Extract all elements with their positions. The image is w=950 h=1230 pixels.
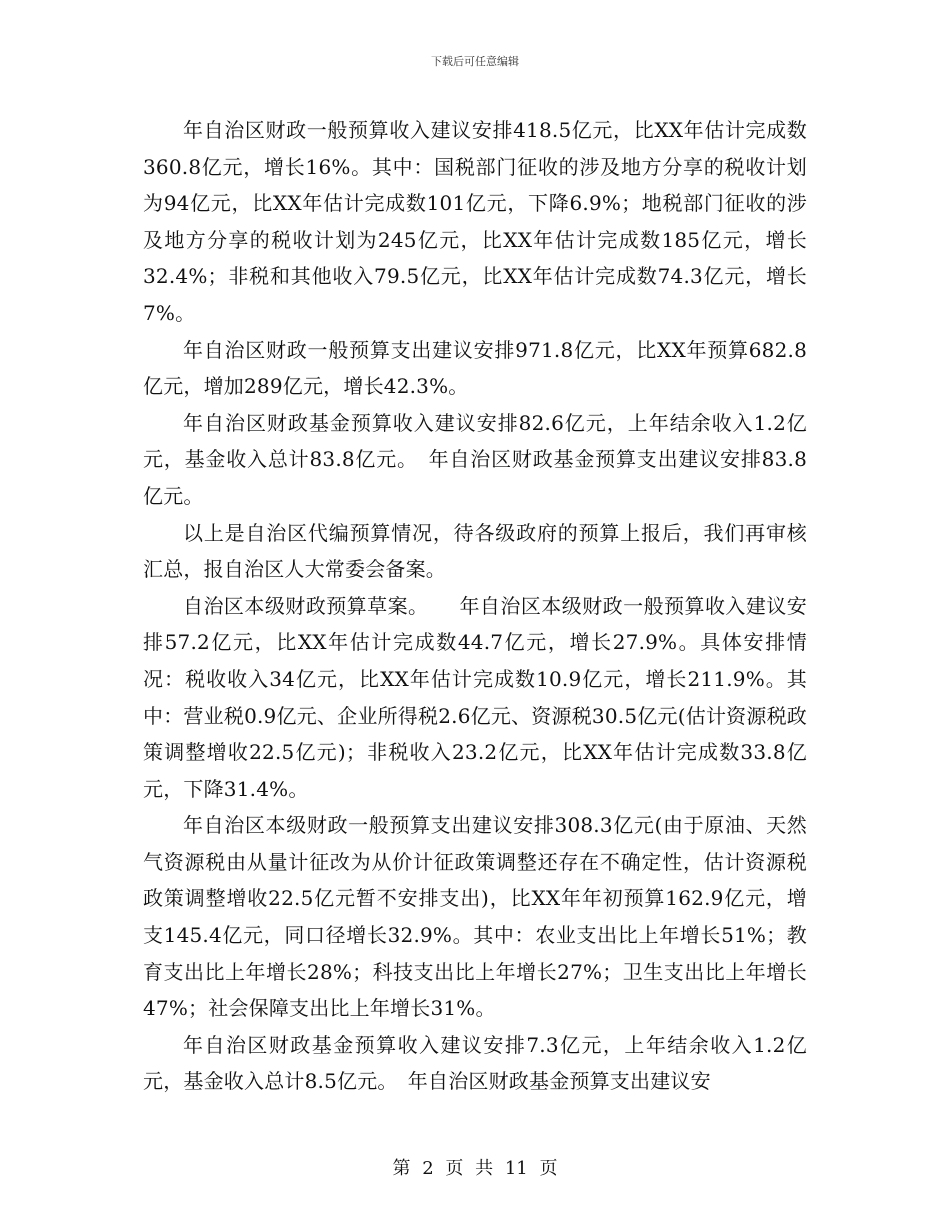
paragraph-5: 自治区本级财政预算草案。 年自治区本级财政一般预算收入建议安排57.2亿元，比XX年估计完成数44.7亿元，增长27.9%。具体安排情况：税收收入34亿元，比XX年估计完成数10.9亿元，增长211.9%。其中：营业税0.9亿元、企业所得税2.6亿元、资源税30.5亿元(估计资源税政策调整增收22.5亿元)；非税收入23.2亿元，比XX年估计完成数33.8亿元，下降31.4%。 xyxy=(143,593,807,801)
page-header: 下载后可任意编辑 xyxy=(431,55,519,68)
paragraph-3: 年自治区财政基金预算收入建议安排82.6亿元，上年结余收入1.2亿元，基金收入总计83.8亿元。 年自治区财政基金预算支出建议安排83.8亿元。 xyxy=(143,410,807,508)
paragraph-6: 年自治区本级财政一般预算支出建议安排308.3亿元(由于原油、天然气资源税由从量计征改为从价计征政策调整还存在不确定性，估计资源税政策调整增收22.5亿元暂不安排支出)，比XX年年初预算162.9亿元，增支145.4亿元，同口径增长32.9%。其中：农业支出比上年增长51%；教育支出比上年增长28%；科技支出比上年增长27%；卫生支出比上年增长47%；社会保障支出比上年增长31%。 xyxy=(143,813,807,1021)
document-body xyxy=(143,112,807,1100)
paragraph-1: 年自治区财政一般预算收入建议安排418.5亿元，比XX年估计完成数360.8亿元，增长16%。其中：国税部门征收的涉及地方分享的税收计划为94亿元，比XX年估计完成数101亿元，下降6.9%；地税部门征收的涉及地方分享的税收计划为245亿元，比XX年估计完成数185亿元，增长32.4%；非税和其他收入79.5亿元，比XX年估计完成数74.3亿元，增长7%。 xyxy=(143,118,807,325)
paragraph-4: 以上是自治区代编预算情况，待各级政府的预算上报后，我们再审核汇总，报自治区人大常委会备案。 xyxy=(143,520,807,582)
paragraph-7: 年自治区财政基金预算收入建议安排7.3亿元，上年结余收入1.2亿元，基金收入总计8.5亿元。 年自治区财政基金预算支出建议安 xyxy=(143,1032,807,1094)
page-number-footer: 第 2 页 共 11 页 xyxy=(392,1158,558,1179)
paragraph-2: 年自治区财政一般预算支出建议安排971.8亿元，比XX年预算682.8亿元，增加289亿元，增长42.3%。 xyxy=(143,337,807,399)
